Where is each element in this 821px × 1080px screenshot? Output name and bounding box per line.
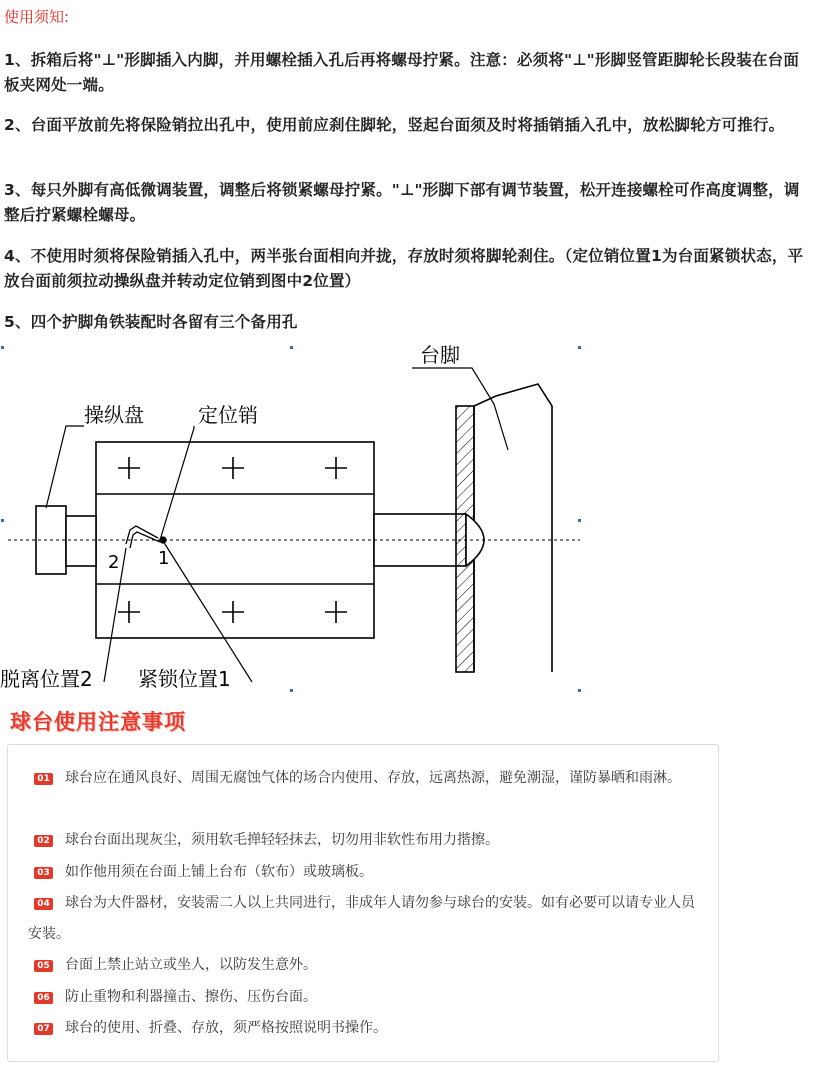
label-position-2: 2	[108, 552, 120, 573]
instruction-text: 、每只外脚有高低微调装置，调整后将锁紧螺母拧紧。"⊥"形脚下部有调节装置，松开连接螺栓可作高度调整，调整后拧紧螺栓螺母。	[4, 181, 800, 224]
care-note-4	[28, 888, 698, 950]
instruction-number: 3	[4, 181, 15, 199]
instruction-4	[4, 244, 804, 294]
number-badge: 04	[34, 898, 53, 910]
label-position-1: 1	[158, 548, 170, 569]
instruction-number: 4	[4, 247, 15, 265]
instruction-text: 、四个护脚角铁装配时各留有三个备用孔	[15, 313, 298, 331]
number-badge: 02	[34, 835, 53, 847]
care-note-6	[28, 982, 698, 1013]
label-leg: 台脚	[420, 344, 460, 367]
note-text: 防止重物和利器撞击、擦伤、压伤台面。	[65, 989, 317, 1005]
usage-heading: 使用须知:	[4, 8, 70, 26]
label-dial: 操纵盘	[84, 403, 144, 427]
care-note-3	[28, 857, 698, 888]
leader-dial	[46, 426, 84, 508]
number-badge: 06	[34, 992, 53, 1004]
care-note-1	[28, 763, 698, 794]
note-text: 球台台面出现灰尘，须用软毛掸轻轻抹去，切勿用非软性布用力揩擦。	[65, 832, 499, 848]
instruction-2	[4, 113, 804, 138]
instruction-text: 、拆箱后将"⊥"形脚插入内脚，并用螺栓插入孔后再将螺母拧紧。注意：必须将"⊥"形脚竖管距脚轮长段装在台面板夹网处一端。	[4, 51, 800, 94]
instruction-1	[4, 48, 804, 98]
number-badge: 03	[34, 867, 53, 879]
instruction-number: 1	[4, 51, 15, 69]
instruction-5	[4, 310, 804, 335]
label-pin: 定位销	[198, 403, 258, 427]
note-text: 球台应在通风良好、周围无腐蚀气体的场合内使用、存放，远离热源，避免潮湿，谨防暴晒和雨淋。	[65, 770, 681, 786]
instruction-text: 、台面平放前先将保险销拉出孔中，使用前应刹住脚轮，竖起台面须及时将插销插入孔中，放松脚轮方可推行。	[15, 116, 785, 134]
care-note-5	[28, 950, 698, 981]
note-text: 台面上禁止站立或坐人，以防发生意外。	[65, 957, 317, 973]
care-note-7	[28, 1013, 698, 1044]
instruction-3	[4, 178, 804, 228]
care-note-2	[28, 825, 698, 856]
label-release-position: 脱离位置2	[0, 667, 93, 691]
label-lock-position: 紧锁位置1	[138, 667, 231, 691]
note-text: 球台的使用、折叠、存放，须严格按照说明书操作。	[65, 1020, 387, 1036]
table-care-title: 球台使用注意事项	[10, 710, 186, 734]
instruction-text: 、不使用时须将保险销插入孔中，两半张台面相向并拢，存放时须将脚轮刹住。（定位销位置1为台面紧锁状态，平放台面前须拉动操纵盘并转动定位销到图中2位置）	[4, 247, 804, 290]
number-badge: 05	[34, 960, 53, 972]
leg-profile	[474, 384, 552, 672]
instruction-number: 2	[4, 116, 15, 134]
note-text: 如作他用须在台面上铺上台布（软布）或玻璃板。	[65, 864, 373, 880]
number-badge: 07	[34, 1023, 53, 1035]
instruction-number: 5	[4, 313, 15, 331]
locking-pin-diagram	[0, 344, 585, 696]
number-badge: 01	[34, 773, 53, 785]
note-text: 球台为大件器材，安装需二人以上共同进行，非成年人请勿参与球台的安装。如有必要可以请专业人员安装。	[28, 895, 695, 942]
